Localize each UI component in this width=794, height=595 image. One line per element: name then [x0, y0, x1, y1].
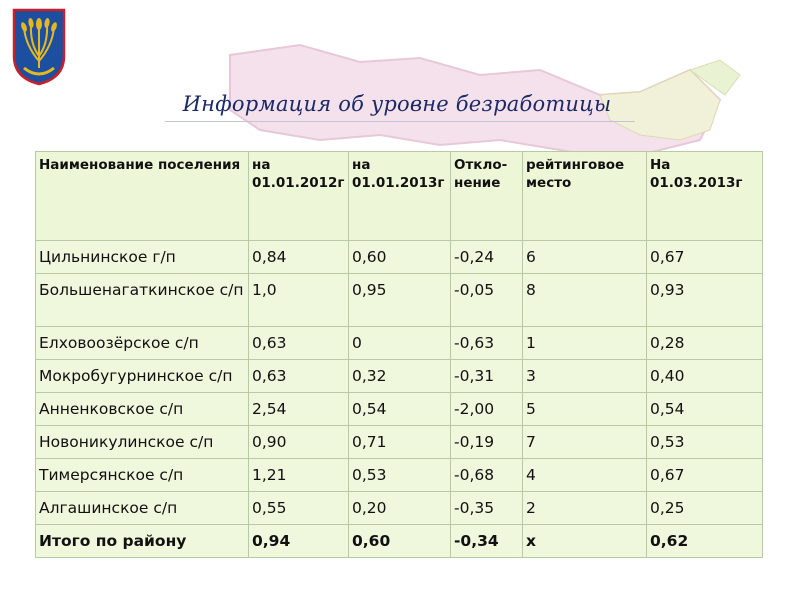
cell-settlement: Анненковское с/п	[36, 393, 249, 426]
cell-settlement: Мокробугурнинское с/п	[36, 360, 249, 393]
header-2012: на 01.01.2012г	[249, 152, 349, 241]
district-coat-of-arms-icon	[10, 6, 68, 86]
cell-value: 0,95	[349, 274, 451, 327]
table-row	[36, 327, 763, 360]
cell-value: 0,53	[349, 459, 451, 492]
header-rating: рейтинговое место	[523, 152, 647, 241]
table-total-row	[36, 525, 763, 558]
cell-value: 0,32	[349, 360, 451, 393]
cell-total-value: 0,60	[349, 525, 451, 558]
cell-value: 1	[523, 327, 647, 360]
cell-value: 5	[523, 393, 647, 426]
cell-total-value: 0,62	[647, 525, 763, 558]
cell-value: 1,21	[249, 459, 349, 492]
cell-value: -0,05	[451, 274, 523, 327]
cell-total-value: -0,34	[451, 525, 523, 558]
cell-value: 2	[523, 492, 647, 525]
table-row	[36, 492, 763, 525]
cell-settlement: Новоникулинское с/п	[36, 426, 249, 459]
cell-total-value: х	[523, 525, 647, 558]
cell-value: 0,84	[249, 241, 349, 274]
cell-settlement: Елховоозёрское с/п	[36, 327, 249, 360]
cell-settlement: Алгашинское с/п	[36, 492, 249, 525]
cell-value: 0,54	[647, 393, 763, 426]
cell-settlement: Большенагаткинское с/п	[36, 274, 249, 327]
cell-value: 3	[523, 360, 647, 393]
cell-value: 1,0	[249, 274, 349, 327]
table-row	[36, 459, 763, 492]
cell-value: 0,40	[647, 360, 763, 393]
cell-settlement: Тимерсянское с/п	[36, 459, 249, 492]
page-title: Информация об уровне безработицы	[182, 92, 612, 116]
table-row	[36, 274, 763, 327]
cell-value: 2,54	[249, 393, 349, 426]
table-header-row	[36, 152, 763, 241]
header-march-2013: На 01.03.2013г	[647, 152, 763, 241]
cell-value: 0,63	[249, 327, 349, 360]
cell-value: 0,20	[349, 492, 451, 525]
table-row	[36, 241, 763, 274]
table-row	[36, 393, 763, 426]
cell-value: 6	[523, 241, 647, 274]
cell-value: -0,35	[451, 492, 523, 525]
title-divider	[165, 121, 635, 122]
cell-total-value: 0,94	[249, 525, 349, 558]
cell-settlement: Цильнинское г/п	[36, 241, 249, 274]
header-settlement-name: Наименование поселения	[36, 152, 249, 241]
cell-value: 7	[523, 426, 647, 459]
cell-value: -0,68	[451, 459, 523, 492]
cell-value: 0,71	[349, 426, 451, 459]
cell-value: -2,00	[451, 393, 523, 426]
cell-value: 0,54	[349, 393, 451, 426]
cell-value: 0,90	[249, 426, 349, 459]
cell-value: 4	[523, 459, 647, 492]
table-row	[36, 360, 763, 393]
cell-total-label: Итого по району	[36, 525, 249, 558]
header-deviation: Откло- нение	[451, 152, 523, 241]
cell-value: 0,67	[647, 241, 763, 274]
cell-value: 0,25	[647, 492, 763, 525]
cell-value: 0,28	[647, 327, 763, 360]
table-row	[36, 426, 763, 459]
cell-value: 0,67	[647, 459, 763, 492]
cell-value: -0,63	[451, 327, 523, 360]
cell-value: -0,31	[451, 360, 523, 393]
header-2013: на 01.01.2013г	[349, 152, 451, 241]
cell-value: 0	[349, 327, 451, 360]
cell-value: -0,19	[451, 426, 523, 459]
cell-value: 0,55	[249, 492, 349, 525]
cell-value: 8	[523, 274, 647, 327]
cell-value: 0,53	[647, 426, 763, 459]
cell-value: -0,24	[451, 241, 523, 274]
cell-value: 0,63	[249, 360, 349, 393]
cell-value: 0,60	[349, 241, 451, 274]
unemployment-table	[35, 151, 763, 558]
cell-value: 0,93	[647, 274, 763, 327]
